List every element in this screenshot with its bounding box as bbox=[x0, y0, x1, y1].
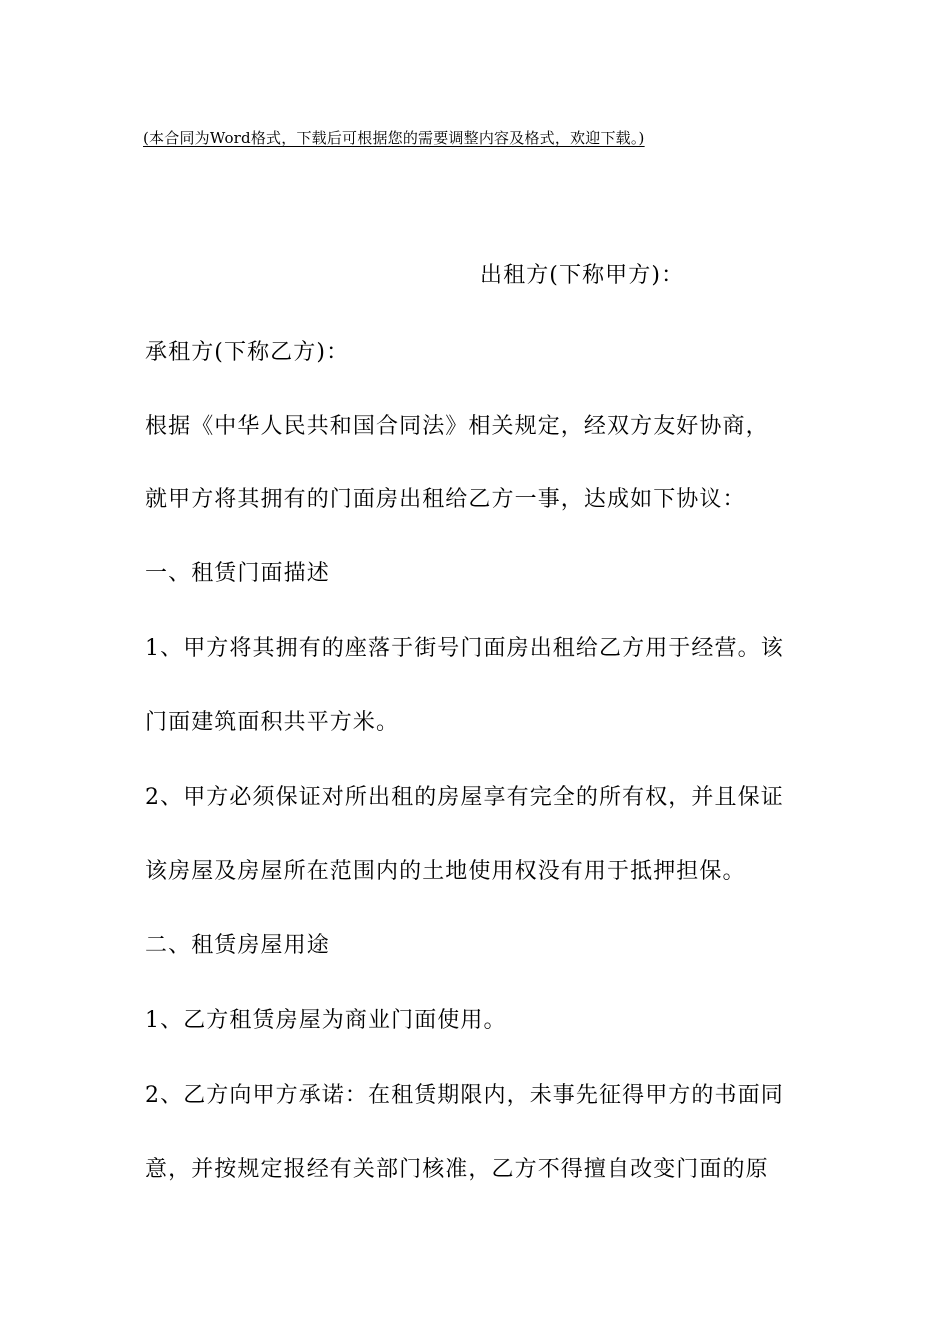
preamble-line-2: 就甲方将其拥有的门面房出租给乙方一事，达成如下协议： bbox=[145, 487, 746, 512]
lessor-line: 出租方(下称甲方)： bbox=[480, 263, 685, 288]
clause-2-2-line-2: 意，并按规定报经有关部门核准，乙方不得擅自改变门面的原 bbox=[145, 1157, 769, 1182]
clause-1-1-line-2: 门面建筑面积共平方米。 bbox=[145, 710, 400, 735]
section-heading-1: 一、租赁门面描述 bbox=[145, 561, 330, 586]
clause-1-2-line-2: 该房屋及房屋所在范围内的土地使用权没有用于抵押担保。 bbox=[145, 859, 746, 884]
clause-1-2-line-1: 2、甲方必须保证对所出租的房屋享有完全的所有权，并且保证 bbox=[145, 785, 784, 810]
lessee-line: 承租方(下称乙方)： bbox=[145, 340, 350, 365]
download-notice: (本合同为Word格式，下载后可根据您的需要调整内容及格式，欢迎下载。) bbox=[143, 129, 645, 147]
clause-2-1-line: 1、乙方租赁房屋为商业门面使用。 bbox=[145, 1008, 507, 1033]
clause-2-2-line-1: 2、乙方向甲方承诺：在租赁期限内，未事先征得甲方的书面同 bbox=[145, 1083, 784, 1108]
clause-1-1-line-1: 1、甲方将其拥有的座落于街号门面房出租给乙方用于经营。该 bbox=[145, 636, 784, 661]
preamble-line-1: 根据《中华人民共和国合同法》相关规定，经双方友好协商， bbox=[145, 414, 769, 439]
section-heading-2: 二、租赁房屋用途 bbox=[145, 933, 330, 958]
